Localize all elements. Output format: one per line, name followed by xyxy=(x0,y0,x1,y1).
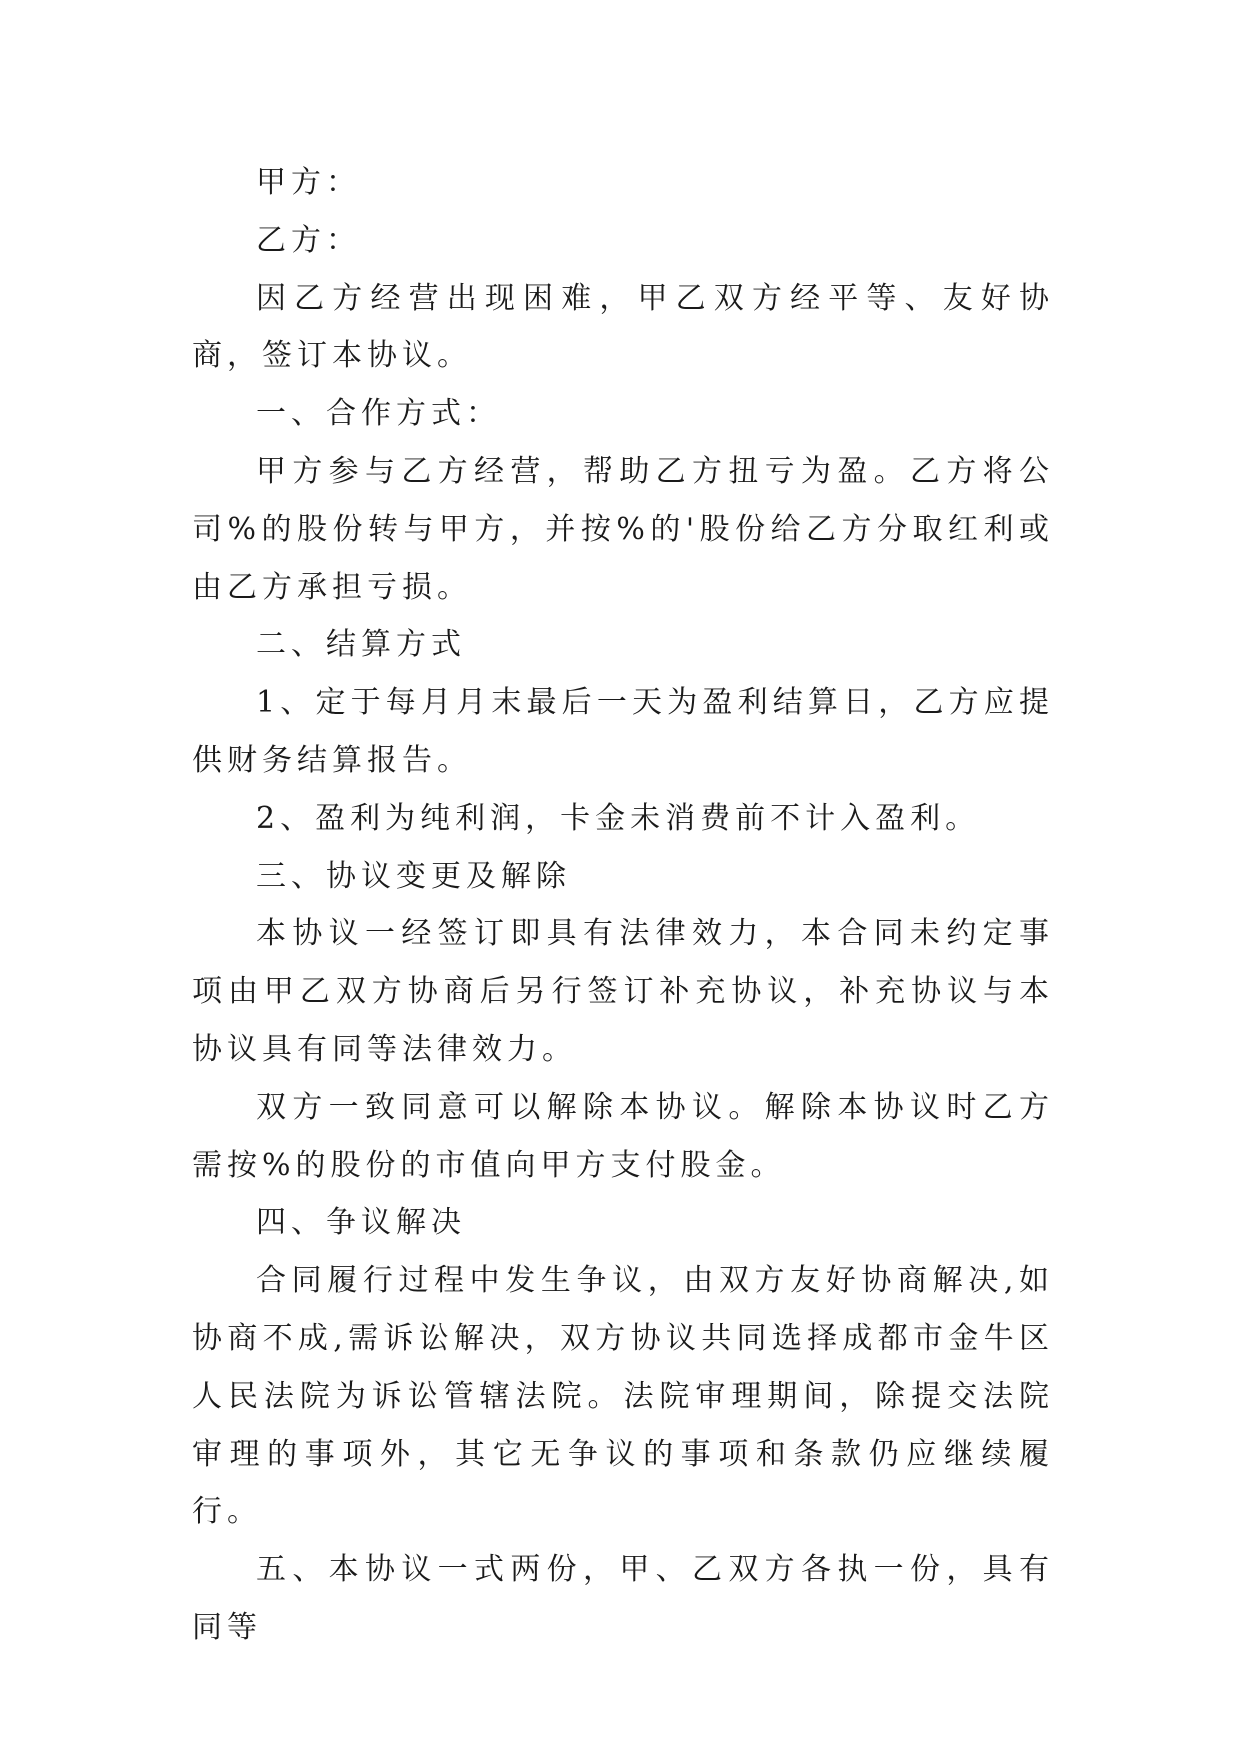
dispute-paragraph: 合同履行过程中发生争议，由双方友好协商解决,如协商不成,需诉讼解决，双方协议共同选择成都市金牛区人民法院为诉讼管辖法院。法院审理期间，除提交法院审理的事项外，其它无争议的事项和条款仍应继续履行。 xyxy=(192,1263,1054,1530)
settlement-item-2: 2、盈利为纯利润，卡金未消费前不计入盈利。 xyxy=(256,800,981,836)
amendment-paragraph-1: 本协议一经签订即具有法律效力，本合同未约定事项由甲乙双方协商后另行签订补充协议，补充协议与本协议具有同等法律效力。 xyxy=(192,916,1054,1067)
copies-paragraph: 五、本协议一式两份，甲、乙双方各执一份，具有同等 xyxy=(192,1552,1054,1645)
party-b-line: 乙方： xyxy=(256,222,361,258)
settlement-item-1: 1、定于每月月末最后一天为盈利结算日，乙方应提供财务结算报告。 xyxy=(192,685,1054,778)
document-body xyxy=(192,154,1054,1657)
preamble-paragraph: 因乙方经营出现困难，甲乙双方经平等、友好协商，签订本协议。 xyxy=(192,280,1054,374)
section-heading-settlement: 二、结算方式 xyxy=(256,627,466,663)
party-a-line: 甲方： xyxy=(256,165,361,200)
section-heading-amendment: 三、协议变更及解除 xyxy=(256,858,571,894)
section-heading-cooperation: 一、合作方式： xyxy=(256,396,501,432)
amendment-paragraph-2: 双方一致同意可以解除本协议。解除本协议时乙方需按%的股份的市值向甲方支付股金。 xyxy=(192,1089,1054,1183)
section-heading-dispute: 四、争议解决 xyxy=(256,1205,466,1241)
cooperation-paragraph: 甲方参与乙方经营，帮助乙方扭亏为盈。乙方将公司%的股份转与甲方，并按%的'股份给乙方分取红利或由乙方承担亏损。 xyxy=(192,453,1054,605)
